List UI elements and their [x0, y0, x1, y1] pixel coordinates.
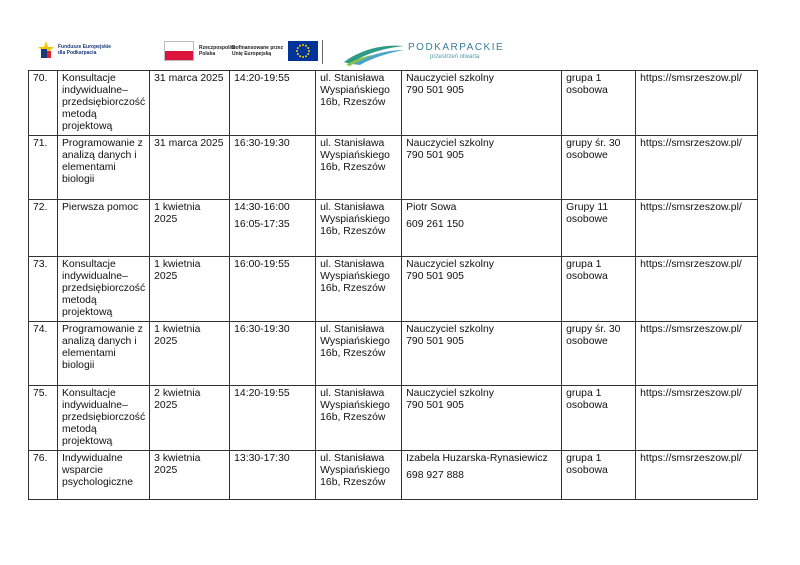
table-row [29, 386, 758, 451]
pl-logo-line-2: Polska [199, 51, 216, 57]
group-size: grupa 1 osobowa [562, 386, 636, 451]
contact-phone: 790 501 905 [406, 150, 464, 161]
contact-phone: 609 261 150 [406, 219, 464, 230]
contact-name: Izabela Huzarska-Rynasiewicz [406, 453, 548, 464]
time-slot: 16:30-19:30 [234, 138, 290, 149]
activity-contact [402, 257, 562, 322]
activity-time [230, 322, 316, 386]
activity-time [230, 386, 316, 451]
activity-name: Programowanie z analizą danych i elementami biologii [58, 136, 150, 200]
time-slot-2: 16:05-17:35 [234, 219, 290, 230]
contact-phone: 790 501 905 [406, 271, 464, 282]
contact-phone: 790 501 905 [406, 85, 464, 96]
table-row [29, 71, 758, 136]
group-size: grupy śr. 30 osobowe [562, 322, 636, 386]
activity-date: 1 kwietnia 2025 [150, 322, 230, 386]
table-row [29, 200, 758, 257]
rzeczpospolita-logo [164, 41, 235, 61]
contact-name: Nauczyciel szkolny [406, 259, 494, 270]
activity-date: 3 kwietnia 2025 [150, 451, 230, 500]
website-link[interactable]: https://smsrzeszow.pl/ [636, 386, 758, 451]
schedule-table [28, 70, 758, 500]
group-size: grupy śr. 30 osobowe [562, 136, 636, 200]
contact-phone: 698 927 888 [406, 470, 464, 481]
contact-name: Nauczyciel szkolny [406, 388, 494, 399]
activity-date: 31 marca 2025 [150, 71, 230, 136]
contact-phone: 790 501 905 [406, 400, 464, 411]
logo-divider [322, 40, 323, 64]
activity-place: ul. Stanisława Wyspiańskiego 16b, Rzeszów [316, 257, 402, 322]
row-number: 70. [29, 71, 58, 136]
podkarpackie-title: PODKARPACKIE [408, 42, 505, 53]
fe-star-icon [38, 40, 54, 60]
activity-name: Pierwsza pomoc [58, 200, 150, 257]
activity-name: Konsultacje indywidualne–przedsiębiorczość metodą projektową [58, 71, 150, 136]
eu-logo [232, 41, 318, 61]
podkarpackie-logo [342, 40, 522, 66]
contact-name: Nauczyciel szkolny [406, 73, 494, 84]
time-slot: 13:30-17:30 [234, 453, 290, 464]
eu-logo-line-1: Dofinansowane przez [232, 45, 284, 51]
website-link[interactable]: https://smsrzeszow.pl/ [636, 136, 758, 200]
website-link[interactable]: https://smsrzeszow.pl/ [636, 322, 758, 386]
contact-name: Nauczyciel szkolny [406, 138, 494, 149]
contact-phone: 790 501 905 [406, 336, 464, 347]
pl-logo-line-1: Rzeczpospolita [199, 45, 236, 51]
activity-contact [402, 71, 562, 136]
fe-logo-line-2: dla Podkarpacia [58, 50, 97, 56]
activity-place: ul. Stanisława Wyspiańskiego 16b, Rzeszów [316, 451, 402, 500]
website-link[interactable]: https://smsrzeszow.pl/ [636, 200, 758, 257]
table-row [29, 257, 758, 322]
time-slot: 16:00-19:55 [234, 259, 290, 270]
activity-place: ul. Stanisława Wyspiańskiego 16b, Rzeszów [316, 71, 402, 136]
activity-contact [402, 136, 562, 200]
row-number: 75. [29, 386, 58, 451]
row-number: 71. [29, 136, 58, 200]
activity-name: Indywidualne wsparcie psychologiczne [58, 451, 150, 500]
eu-flag-icon [288, 41, 318, 61]
website-link[interactable]: https://smsrzeszow.pl/ [636, 71, 758, 136]
activity-name: Konsultacje indywidualne–przedsiębiorczość metodą projektową [58, 257, 150, 322]
website-link[interactable]: https://smsrzeszow.pl/ [636, 451, 758, 500]
activity-contact [402, 451, 562, 500]
row-number: 76. [29, 451, 58, 500]
time-slot: 14:30-16:00 [234, 202, 290, 213]
activity-place: ul. Stanisława Wyspiańskiego 16b, Rzeszów [316, 136, 402, 200]
group-size: grupa 1 osobowa [562, 451, 636, 500]
activity-name: Programowanie z analizą danych i elementami biologii [58, 322, 150, 386]
activity-date: 31 marca 2025 [150, 136, 230, 200]
fundusze-europejskie-logo [38, 40, 111, 60]
fe-logo-line-1: Fundusze Europejskie [58, 44, 112, 50]
page-header [38, 38, 538, 68]
row-number: 72. [29, 200, 58, 257]
activity-name: Konsultacje indywidualne–przedsiębiorczość metodą projektową [58, 386, 150, 451]
group-size: grupa 1 osobowa [562, 71, 636, 136]
activity-time [230, 451, 316, 500]
activity-contact [402, 200, 562, 257]
row-number: 73. [29, 257, 58, 322]
activity-contact [402, 386, 562, 451]
contact-name: Piotr Sowa [406, 202, 457, 213]
activity-place: ul. Stanisława Wyspiańskiego 16b, Rzeszów [316, 386, 402, 451]
activity-place: ul. Stanisława Wyspiańskiego 16b, Rzeszów [316, 322, 402, 386]
website-link[interactable]: https://smsrzeszow.pl/ [636, 257, 758, 322]
polish-flag-icon [164, 41, 194, 61]
activity-date: 1 kwietnia 2025 [150, 257, 230, 322]
podkarpackie-subtitle: przestrzeń otwarta [430, 54, 480, 60]
eu-logo-line-2: Unię Europejską [232, 51, 272, 57]
table-row [29, 322, 758, 386]
activity-date: 2 kwietnia 2025 [150, 386, 230, 451]
time-slot: 14:20-19:55 [234, 388, 290, 399]
group-size: grupa 1 osobowa [562, 257, 636, 322]
time-slot: 16:30-19:30 [234, 324, 290, 335]
row-number: 74. [29, 322, 58, 386]
activity-contact [402, 322, 562, 386]
table-row [29, 136, 758, 200]
activity-time [230, 71, 316, 136]
contact-name: Nauczyciel szkolny [406, 324, 494, 335]
podkarpackie-wave-icon [342, 40, 406, 66]
table-row [29, 451, 758, 500]
activity-place: ul. Stanisława Wyspiańskiego 16b, Rzeszów [316, 200, 402, 257]
group-size: Grupy 11 osobowe [562, 200, 636, 257]
activity-time [230, 257, 316, 322]
activity-date: 1 kwietnia 2025 [150, 200, 230, 257]
activity-time [230, 136, 316, 200]
time-slot: 14:20-19:55 [234, 73, 290, 84]
activity-time [230, 200, 316, 257]
